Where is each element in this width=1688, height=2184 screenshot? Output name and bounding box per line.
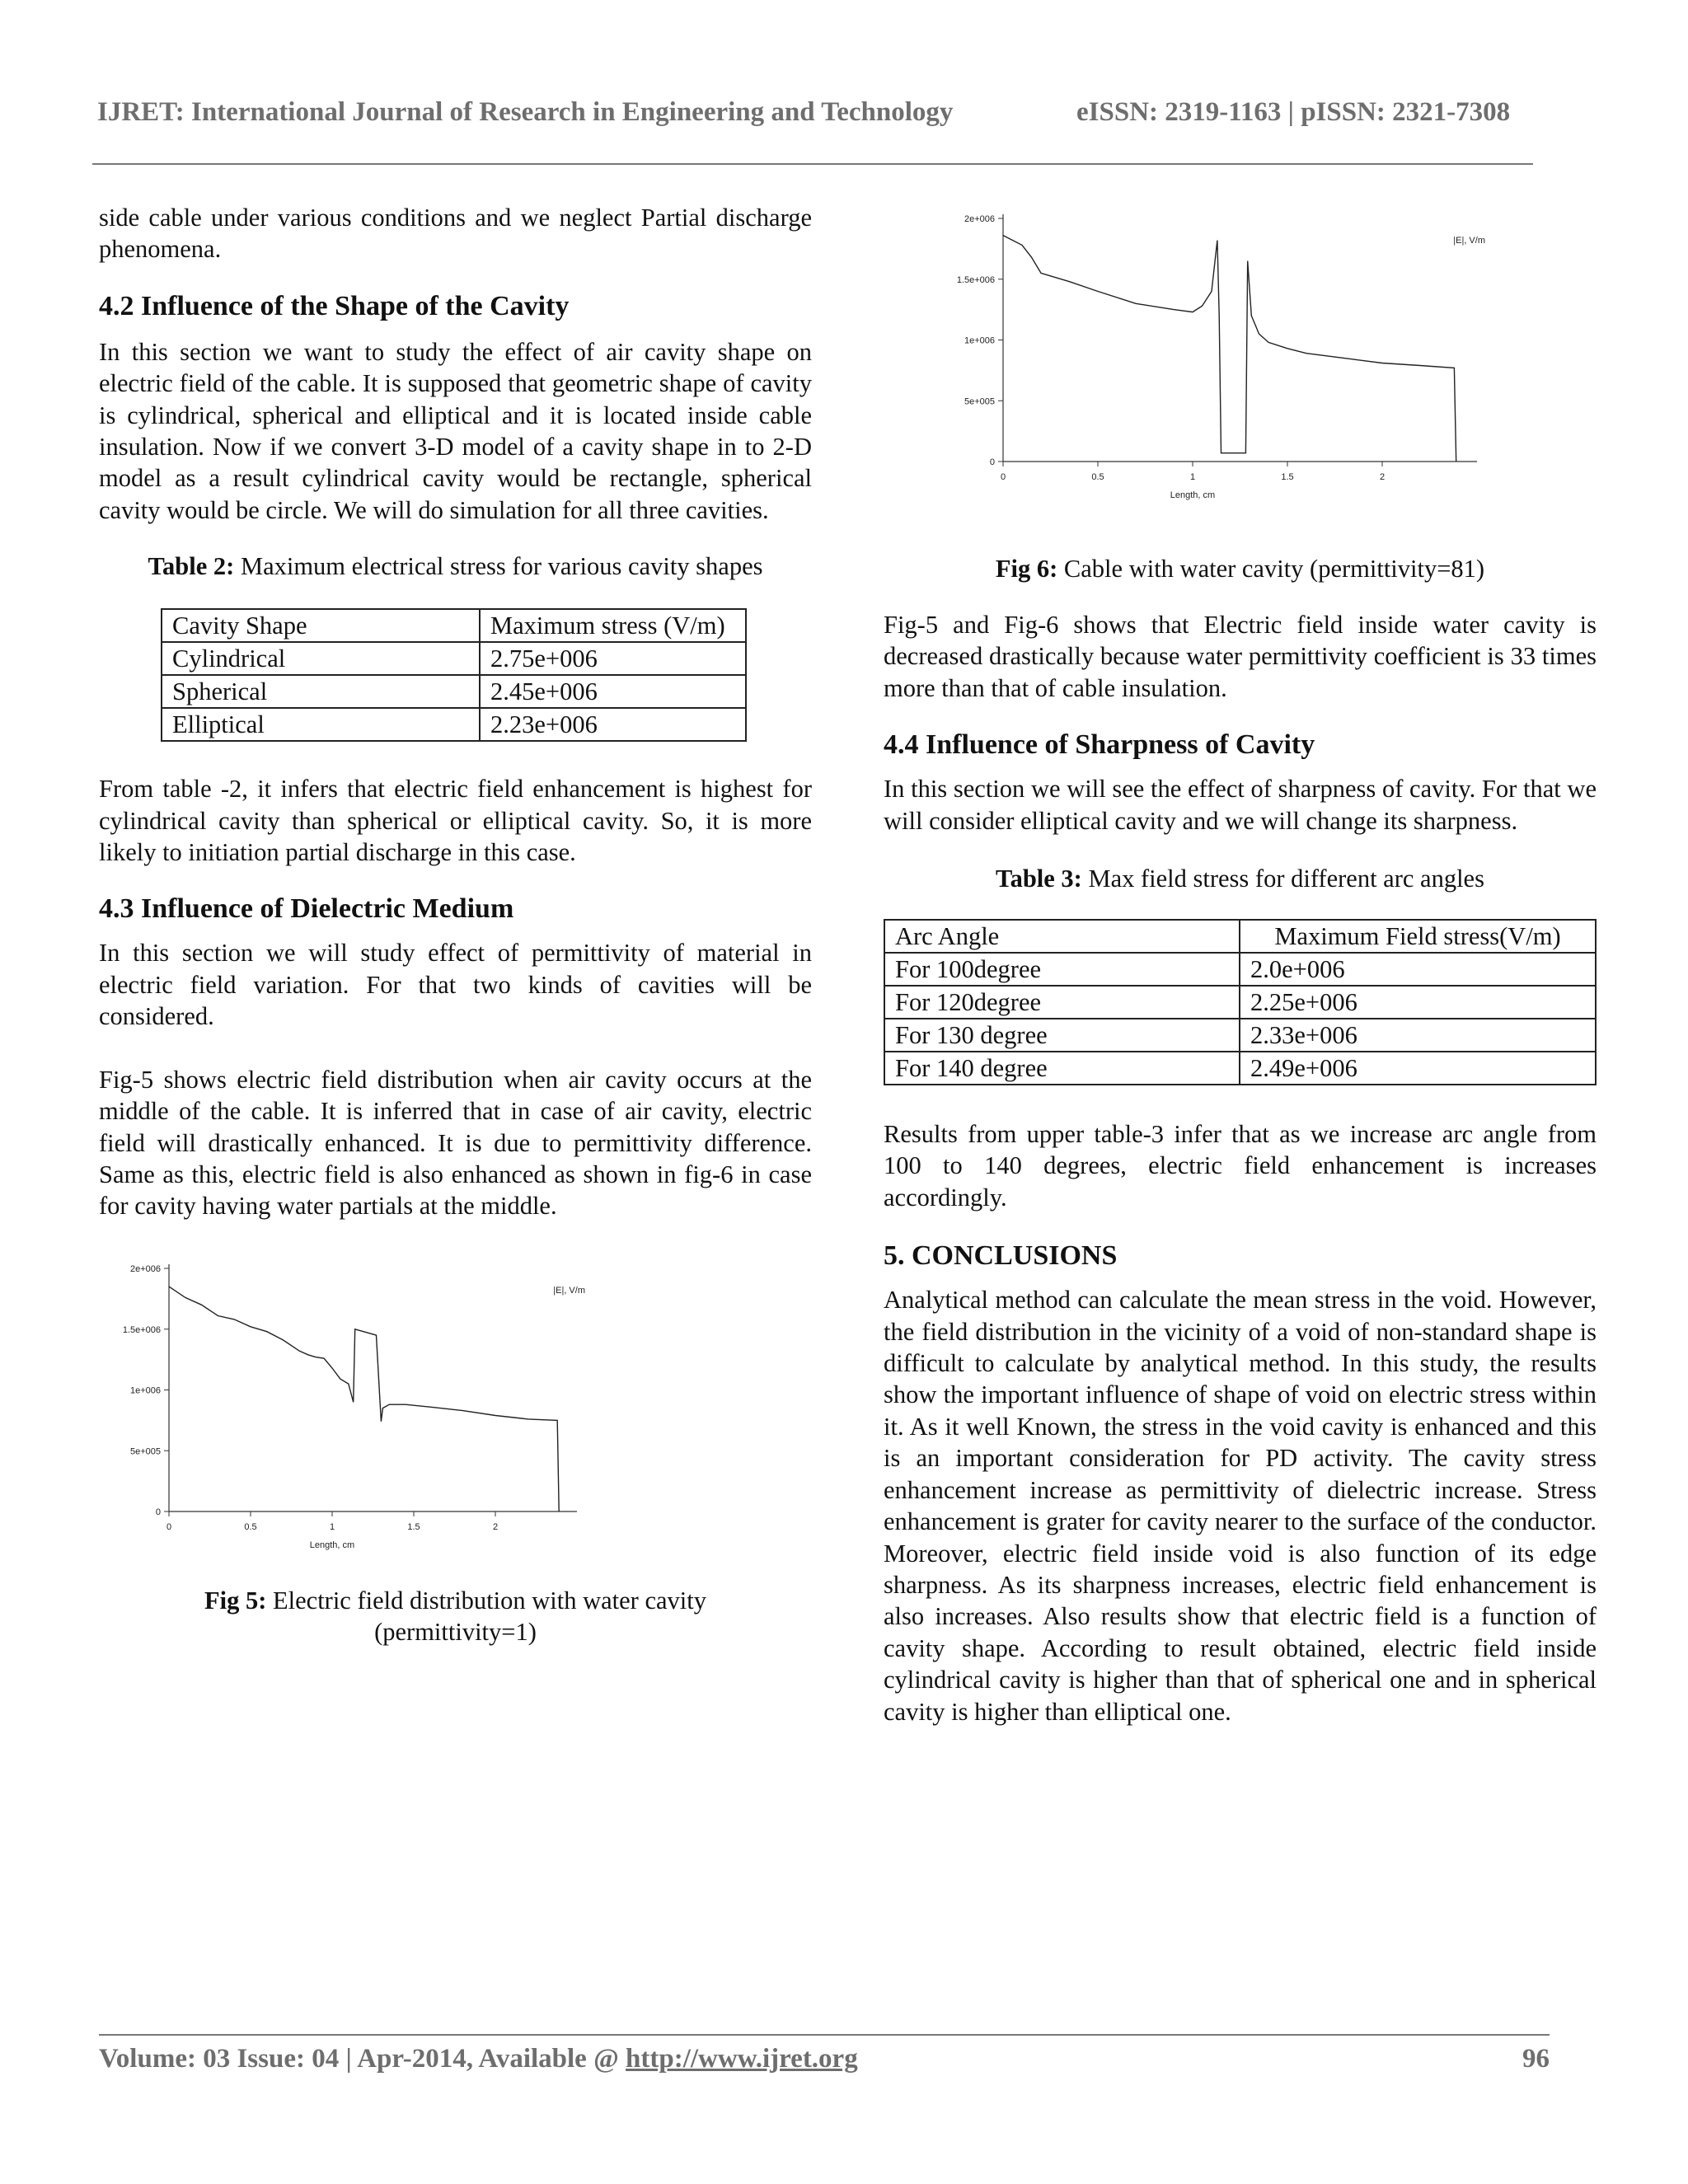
figure-5-caption-text: Electric field distribution with water cavity (permittivity=1) (266, 1586, 706, 1646)
table-cell: For 140 degree (884, 1052, 1240, 1085)
table-row (162, 708, 746, 741)
chart-fig6-x-tick-label: 2 (1379, 472, 1386, 482)
table-3-discussion: Results from upper table-3 infer that as we increase arc angle from 100 to 140 degrees, electric field enhancement is increases accordingly. (884, 1120, 1597, 1212)
chart-fig5-legend: |E|, V/m (553, 1285, 585, 1296)
figure-5-chart (99, 1252, 626, 1573)
issn: eISSN: 2319-1163 | pISSN: 2321-7308 (1076, 97, 1511, 127)
table-cell: Spherical (162, 675, 480, 708)
chart-fig6-x-axis-label: Length, cm (1170, 490, 1216, 500)
section-4-4-paragraph: In this section we will see the effect of sharpness of cavity. For that we will consider elliptical cavity and we will change its sharpness. (884, 775, 1597, 835)
table-cell: 2.45e+006 (480, 675, 746, 708)
journal-name: IJRET: International Journal of Research in Engineering and Technology (97, 97, 954, 127)
table-cell: Cylindrical (162, 642, 480, 675)
chart-fig6-y-tick-label: 1.5e+006 (956, 274, 995, 285)
figure-6-chart (933, 202, 1526, 523)
table-row (884, 953, 1596, 986)
section-4-4-heading: 4.4 Influence of Sharpness of Cavity (884, 729, 1315, 761)
chart-fig5-x-tick-label: 2 (492, 1521, 499, 1532)
table-cell: 2.33e+006 (1240, 1019, 1596, 1052)
table-row (162, 642, 746, 675)
table-2-caption (99, 551, 812, 582)
table-2-caption-text: Maximum electrical stress for various cavity shapes (234, 552, 763, 581)
chart-fig6-legend: |E|, V/m (1453, 236, 1485, 246)
table-row (884, 920, 1596, 953)
table-3 (884, 919, 1597, 1085)
conclusions-paragraph: Analytical method can calculate the mean stress in the void. However, the field distribution in the vicinity of a void of non-standard shape is difficult to calculate by analytical method. In this study, the results show the important influence of shape of void on electric stress within it. As it well Known, the stress in the void cavity is enhanced and this is an important consideration for PD activity. The cavity stress enhancement increase as permittivity of dielectric increase. Stress enhancement is grater for cavity nearer to the surface of the conductor. Moreover, electric field inside void is also function of its edge sharpness. As its sharpness increases, electric field enhancement is also increases. Also results show that electric field is a function of cavity shape. According to result obtained, electric field inside cylindrical cavity is higher than that of spherical one and in spherical cavity is higher than elliptical one. (884, 1286, 1597, 1726)
table-row (162, 675, 746, 708)
table-2-discussion: From table -2, it infers that electric field enhancement is highest for cylindrical cavity than spherical or elliptical cavity. So, it is more likely to initiation partial discharge in this case. (99, 775, 812, 867)
conclusions-heading: 5. CONCLUSIONS (884, 1240, 1118, 1272)
section-4-3-paragraph-2: Fig-5 shows electric field distribution when air cavity occurs at the middle of the cable. It is inferred that in case of air cavity, electric field will drastically enhanced. It is due to permittivity difference. Same as this, electric field is also enhanced as shown in fig-6 in case for cavity having water partials at the middle. (99, 1065, 812, 1221)
table-header-cell: Arc Angle (884, 920, 1240, 953)
table-3-caption (884, 863, 1597, 894)
section-4-3-heading: 4.3 Influence of Dielectric Medium (99, 893, 514, 925)
table-3-label: Table 3: (996, 865, 1082, 893)
chart-fig5-y-tick-label: 0 (155, 1507, 161, 1517)
figure-6-caption (884, 553, 1597, 584)
table-row (884, 1052, 1596, 1085)
table-2-label: Table 2: (148, 552, 235, 581)
figure-5-caption (99, 1585, 812, 1647)
chart-fig6-y-tick-label: 5e+005 (964, 396, 995, 407)
chart-fig5-x-axis-label: Length, cm (309, 1540, 355, 1550)
table-2 (161, 608, 747, 742)
intro-paragraph: side cable under various conditions and we neglect Partial discharge phenomena. (99, 204, 812, 264)
table-row (162, 609, 746, 642)
chart-fig6-x-tick-label: 1 (1189, 472, 1196, 482)
footer-volume: Volume: 03 Issue: 04 | Apr-2014, Available @ (99, 2044, 626, 2074)
table-cell: 2.25e+006 (1240, 986, 1596, 1019)
chart-fig6-x-tick-label: 0.5 (1091, 472, 1104, 482)
chart-fig6-y-tick-label: 0 (989, 457, 995, 467)
table-cell: 2.75e+006 (480, 642, 746, 675)
chart-fig5-series-line (169, 1286, 559, 1511)
table-cell: 2.49e+006 (1240, 1052, 1596, 1085)
right-column (884, 202, 1597, 1727)
section-4-2-heading: 4.2 Influence of the Shape of the Cavity (99, 290, 570, 321)
chart-fig6-y-tick-label: 1e+006 (964, 335, 995, 346)
table-row (884, 1019, 1596, 1052)
chart-fig6-x-tick-label: 0 (1000, 472, 1006, 482)
table-cell: 2.0e+006 (1240, 953, 1596, 986)
figure-6-label: Fig 6: (995, 555, 1058, 583)
table-cell: Elliptical (162, 708, 480, 741)
footer-rule (99, 2034, 1550, 2036)
figure-discussion: Fig-5 and Fig-6 shows that Electric field inside water cavity is decreased drastically because water permittivity coefficient is 33 times more than that of cable insulation. (884, 611, 1597, 702)
chart-fig5-x-tick-label: 0.5 (244, 1521, 257, 1532)
table-cell: For 120degree (884, 986, 1240, 1019)
chart-fig5-y-tick-label: 5e+005 (129, 1446, 161, 1456)
table-header-cell: Cavity Shape (162, 609, 480, 642)
chart-fig5-x-tick-label: 1 (329, 1521, 335, 1532)
chart-fig6-series-line (1003, 236, 1456, 462)
table-cell: For 100degree (884, 953, 1240, 986)
left-column (99, 202, 812, 1647)
journal-link[interactable]: http://www.ijret.org (626, 2044, 858, 2074)
figure-6-caption-text: Cable with water cavity (permittivity=81) (1057, 555, 1485, 583)
table-cell: 2.23e+006 (480, 708, 746, 741)
chart-fig5-y-tick-label: 1.5e+006 (122, 1324, 161, 1335)
table-cell: For 130 degree (884, 1019, 1240, 1052)
section-4-2-paragraph: In this section we want to study the effect of air cavity shape on electric field of the cable. It is supposed that geometric shape of cavity is cylindrical, spherical and elliptical and it is located inside cable insulation. Now if we convert 3-D model of a cavity shape in to 2-D model as a result cylindrical cavity would be rectangle, spherical cavity would be circle. We will do simulation for all three cavities. (99, 337, 812, 524)
chart-fig5-x-tick-label: 1.5 (407, 1521, 420, 1532)
chart-fig5-x-tick-label: 0 (166, 1521, 172, 1532)
figure-5-label: Fig 5: (204, 1586, 267, 1615)
section-4-3-paragraph-1: In this section we will study effect of permittivity of material in electric field variation. For that two kinds of cavities will be considered. (99, 939, 812, 1031)
table-header-cell: Maximum stress (V/m) (480, 609, 746, 642)
chart-fig6-y-tick-label: 2e+006 (964, 214, 995, 224)
table-header-cell: Maximum Field stress(V/m) (1240, 920, 1596, 953)
header-rule (92, 163, 1533, 165)
chart-fig6-x-tick-label: 1.5 (1281, 472, 1294, 482)
chart-fig5-y-tick-label: 1e+006 (129, 1385, 161, 1396)
page-footer (99, 2044, 1550, 2074)
table-3-caption-text: Max field stress for different arc angles (1081, 865, 1484, 893)
page-number: 96 (1522, 2044, 1550, 2074)
table-row (884, 986, 1596, 1019)
chart-fig5-y-tick-label: 2e+006 (129, 1263, 161, 1274)
